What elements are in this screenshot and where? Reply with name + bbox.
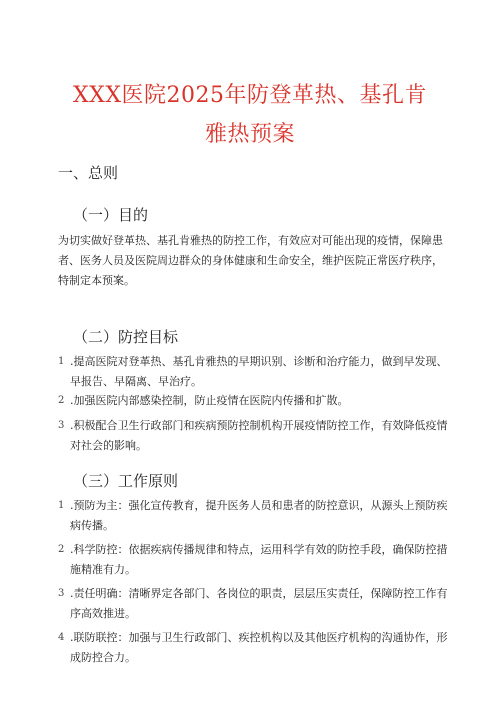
principle-item: [58, 496, 458, 536]
principle-item: [58, 584, 458, 624]
goal-item-text: .提高医院对登革热、基孔肯雅热的早期识别、诊断和治疗能力，做到早发现、早报告、早隔离、早治疗。: [70, 355, 448, 388]
goal-item: [58, 391, 458, 411]
principle-item-text: .联防联控：加强与卫生行政部门、疾控机构以及其他医疗机构的沟通协作，形成防控合力。: [70, 631, 448, 664]
goal-item-text: .积极配合卫生行政部门和疾病预防控制机构开展疫情防控工作，有效降低疫情对社会的影响。: [70, 419, 448, 452]
principle-item-text: .责任明确：清晰界定各部门、各岗位的职责，层层压实责任，保障防控工作有序高效推进。: [70, 587, 448, 620]
principle-item-text: .科学防控：依据疾病传播规律和特点，运用科学有效的防控手段，确保防控措施精准有力。: [70, 543, 448, 576]
section-heading-general: 一、总则: [58, 164, 119, 182]
principle-item-number: 4: [58, 632, 65, 643]
goal-item-number: 1: [58, 356, 65, 367]
goal-item-number: 3: [58, 420, 65, 431]
subsection-heading-goals: （二）防控目标: [73, 328, 179, 346]
principle-item: [58, 628, 458, 668]
principle-item-number: 2: [58, 544, 65, 555]
principle-item-text: .预防为主：强化宣传教育，提升医务人员和患者的防控意识，从源头上预防疾病传播。: [70, 499, 448, 532]
document-title-line2: 雅热预案: [204, 122, 295, 147]
goal-item-number: 2: [58, 395, 65, 406]
goal-item: [58, 416, 458, 456]
document-title-line1: XXX医院2025年防登革热、基孔肯: [73, 83, 427, 108]
goal-item-text: .加强医院内部感染控制，防止疫情在医院内传播和扩散。: [70, 394, 349, 407]
principle-item: [58, 540, 458, 580]
principle-item-number: 3: [58, 588, 65, 599]
goal-item: [58, 352, 458, 392]
subsection-heading-principles: （三）工作原则: [73, 472, 179, 490]
subsection-heading-purpose: （一）目的: [73, 206, 149, 224]
principle-item-number: 1: [58, 500, 65, 511]
purpose-paragraph: 为切实做好登革热、基孔肯雅热的防控工作，有效应对可能出现的疫情，保障患者、医务人员及医院周边群众的身体健康和生命安全，维护医院正常医疗秩序，特制定本预案。: [58, 234, 443, 287]
